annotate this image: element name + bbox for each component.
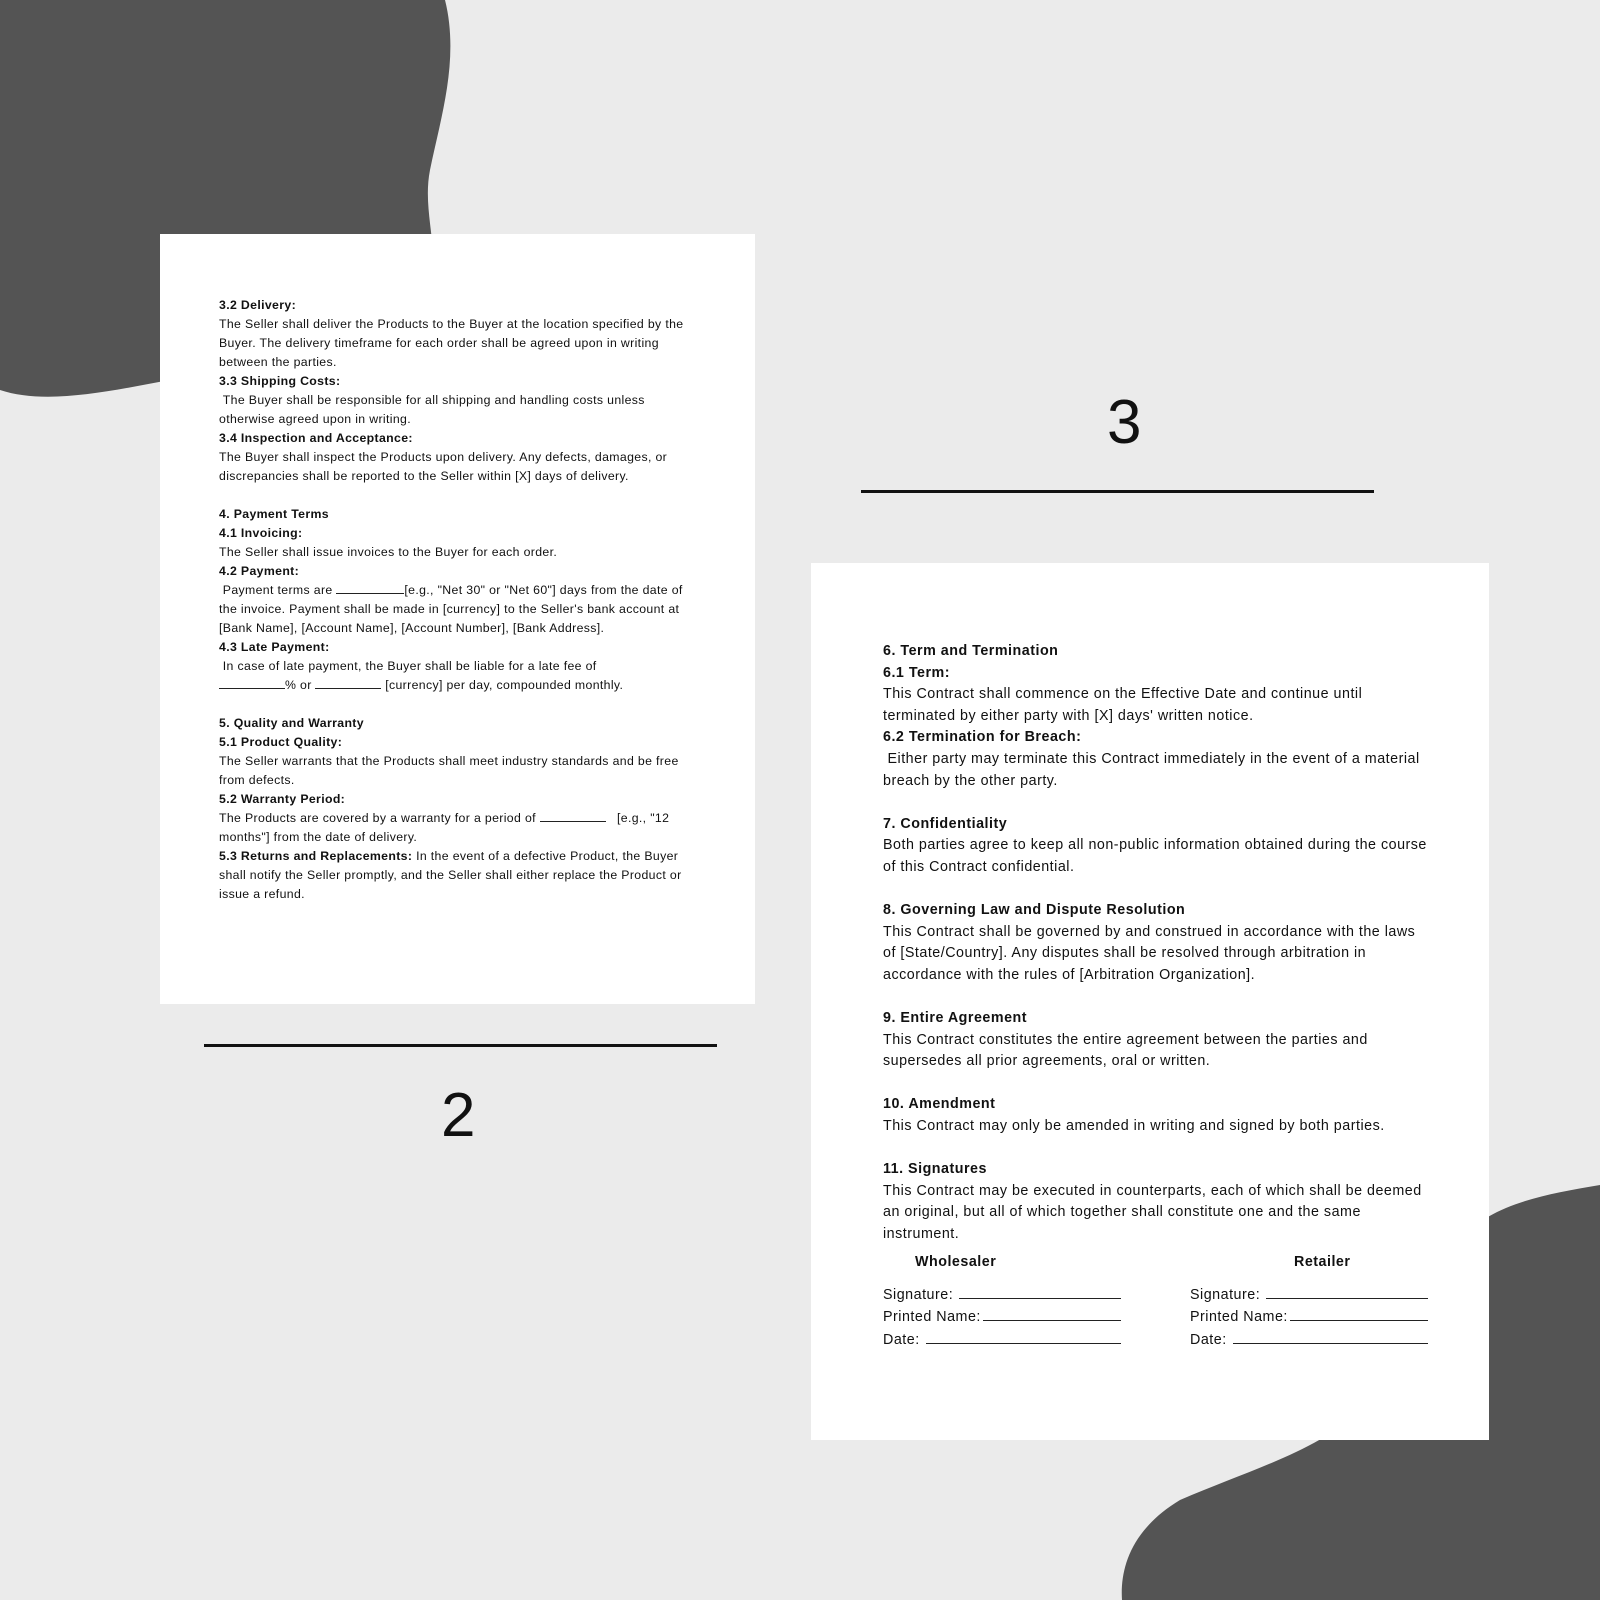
section-11-body: This Contract may be executed in counterparts, each of which shall be deemed an original, but all of which together shall constitute one and the same instrument. (883, 1182, 1422, 1243)
blank-line (540, 810, 606, 822)
signature-block (883, 1252, 1428, 1352)
section-6-2-heading: 6.2 Termination for Breach: (883, 729, 1082, 746)
section-4-3-body-b: % or (285, 678, 316, 692)
section-3-2-heading: 3.2 Delivery: (219, 298, 297, 312)
section-5-2-body (219, 809, 701, 847)
wholesaler-signature-line (883, 1283, 1121, 1306)
blank-line (336, 582, 404, 594)
section-8-heading: 8. Governing Law and Dispute Resolution (883, 902, 1186, 919)
section-3-2-body: The Seller shall deliver the Products to the Buyer at the location specified by the Buyer. The delivery timeframe for each order shall be agreed upon in writing between the parties. (219, 317, 684, 369)
section-4-2-heading: 4.2 Payment: (219, 564, 300, 578)
section-10-body: This Contract may only be amended in writing and signed by both parties. (883, 1118, 1385, 1135)
section-4-1-heading: 4.1 Invoicing: (219, 526, 303, 540)
section-5-2-heading: 5.2 Warranty Period: (219, 792, 346, 806)
section-5-2-body-a: The Products are covered by a warranty for a period of (219, 811, 540, 825)
printed-name-blank (1290, 1306, 1428, 1321)
page-3-divider (861, 490, 1374, 493)
signature-blank (1266, 1283, 1428, 1298)
blank-line (315, 677, 381, 689)
page-2-divider (204, 1044, 717, 1047)
section-5-1-heading: 5.1 Product Quality: (219, 735, 343, 749)
section-3-4-body: The Buyer shall inspect the Products upon delivery. Any defects, damages, or discrepancies shall be reported to the Seller within [X] days of delivery. (219, 450, 668, 483)
page-number-3: 3 (1107, 388, 1142, 457)
section-5-3 (219, 847, 701, 904)
section-3-3-body: The Buyer shall be responsible for all shipping and handling costs unless otherwise agreed upon in writing. (219, 393, 649, 426)
printed-name-label: Printed Name: (883, 1309, 981, 1326)
section-4-3-body-a: In case of late payment, the Buyer shall be liable for a late fee of (219, 659, 597, 673)
retailer-printed-name-line (1190, 1306, 1428, 1329)
retailer-title: Retailer (1294, 1253, 1351, 1270)
date-blank (1233, 1329, 1428, 1344)
blank-line (219, 677, 285, 689)
printed-name-label: Printed Name: (1190, 1309, 1288, 1326)
section-4-2-body-a: Payment terms are (219, 583, 337, 597)
section-4-2-body-b: [e.g., "Net 30" or "Net 60"] days from the date of the invoice. Payment shall be made in [currency] to the Seller's bank account at [Bank Name], [Account Name], [Account Number], [Bank Address]. (219, 583, 687, 635)
section-6-2-body: Either party may terminate this Contract immediately in the event of a material breach by the other party. (883, 750, 1425, 789)
section-9-body: This Contract constitutes the entire agreement between the parties and supersedes all prior agreements, oral or written. (883, 1031, 1368, 1070)
section-5-heading: 5. Quality and Warranty (219, 716, 364, 730)
document-page-3 (811, 563, 1489, 1440)
section-4-heading: 4. Payment Terms (219, 507, 329, 521)
section-4-3-body-c: [currency] per day, compounded monthly. (381, 678, 624, 692)
date-blank (926, 1329, 1121, 1344)
document-page-2 (160, 234, 755, 1004)
retailer-signature-line (1190, 1283, 1428, 1306)
signature-blank (959, 1283, 1121, 1298)
wholesaler-date-line (883, 1329, 1121, 1352)
section-5-3-heading: 5.3 Returns and Replacements: (219, 849, 413, 863)
section-4-3-body (219, 657, 701, 695)
section-4-2-body (219, 581, 701, 638)
section-3-3-heading: 3.3 Shipping Costs: (219, 374, 341, 388)
retailer-date-line (1190, 1329, 1428, 1352)
section-3-4-heading: 3.4 Inspection and Acceptance: (219, 431, 413, 445)
section-5-2-body-b: [e.g., "12 months"] from the date of delivery. (219, 811, 674, 844)
section-9-heading: 9. Entire Agreement (883, 1010, 1028, 1027)
section-4-3-heading: 4.3 Late Payment: (219, 640, 330, 654)
date-label: Date: (1190, 1332, 1227, 1349)
wholesaler-signature-column (883, 1252, 1121, 1352)
section-8-body: This Contract shall be governed by and construed in accordance with the laws of [State/Country]. Any disputes shall be resolved through arbitration in accordance with the rules of [Arbitration Organization]. (883, 923, 1416, 983)
wholesaler-printed-name-line (883, 1306, 1121, 1329)
date-label: Date: (883, 1332, 920, 1349)
printed-name-blank (983, 1306, 1121, 1321)
section-6-heading: 6. Term and Termination (883, 643, 1059, 659)
wholesaler-title: Wholesaler (915, 1253, 997, 1270)
section-6-1-heading: 6.1 Term: (883, 664, 951, 681)
section-4-1-body: The Seller shall issue invoices to the Buyer for each order. (219, 545, 558, 559)
section-11-heading: 11. Signatures (883, 1161, 987, 1178)
section-5-3-body: In the event of a defective Product, the Buyer shall notify the Seller promptly, and the Seller shall either replace the Product or issue a refund. (219, 849, 682, 901)
section-10-heading: 10. Amendment (883, 1096, 996, 1113)
page-3-text (883, 641, 1428, 1352)
section-7-body: Both parties agree to keep all non-public information obtained during the course of this Contract confidential. (883, 837, 1427, 875)
section-5-1-body: The Seller warrants that the Products shall meet industry standards and be free from defects. (219, 754, 679, 787)
section-6-1-body: This Contract shall commence on the Effective Date and continue until terminated by either party with [X] days' written notice. (883, 686, 1363, 724)
retailer-signature-column (1190, 1252, 1428, 1352)
signature-label: Signature: (1190, 1286, 1261, 1303)
page-number-2: 2 (441, 1081, 476, 1150)
section-7-heading: 7. Confidentiality (883, 815, 1008, 832)
signature-label: Signature: (883, 1286, 954, 1303)
page-2-text (219, 296, 701, 904)
